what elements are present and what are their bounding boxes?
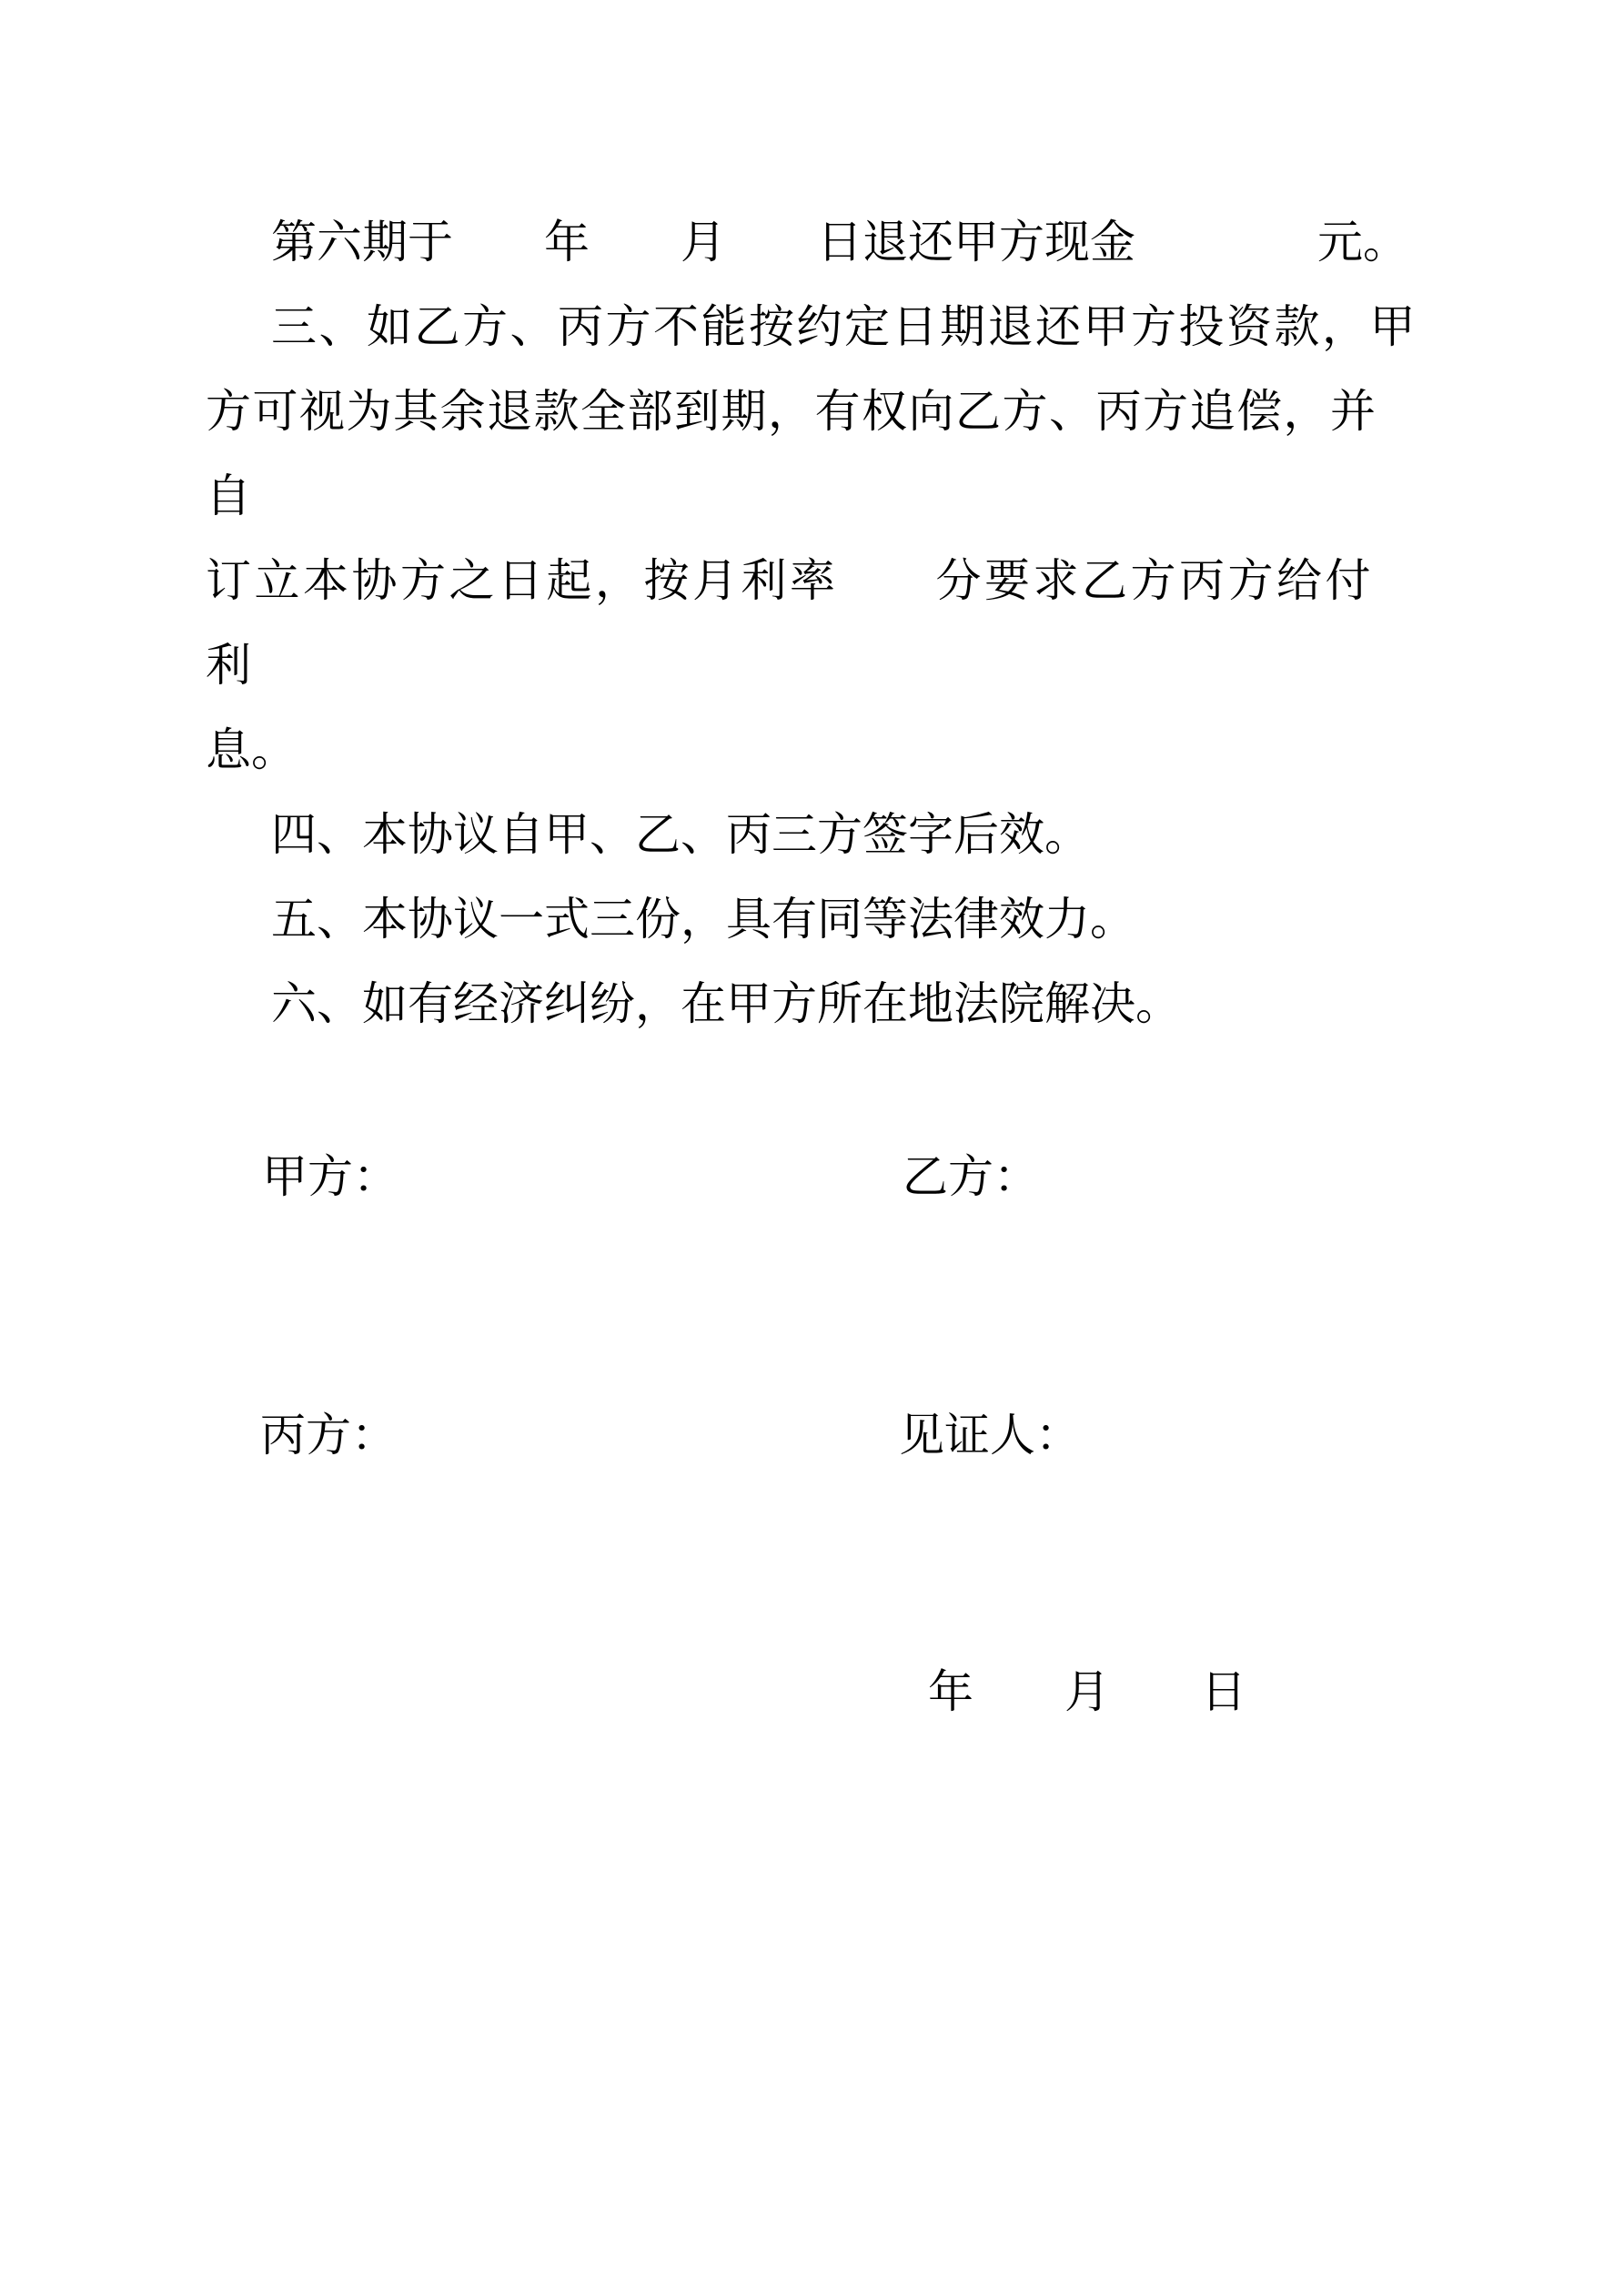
body-line-clause-3-part-4: 息。 <box>206 724 297 775</box>
witness-signature-label: 见证人： <box>899 1410 1081 1461</box>
body-line-installment-6: 第六期于 年 月 日退还甲方现金 元。 <box>271 217 1408 268</box>
party-b-signature-label: 乙方： <box>903 1151 1039 1202</box>
body-line-clause-3-part-2: 方可视为其余退款全部到期，有权向乙方、丙方追偿，并自 <box>206 386 1377 521</box>
date-line: 年 月 日 <box>928 1666 1246 1717</box>
party-c-signature-label: 丙方： <box>260 1410 397 1461</box>
body-line-clause-6: 六、如有经济纠纷，在甲方所在地法院解决。 <box>271 978 1181 1029</box>
party-a-signature-label: 甲方： <box>262 1151 398 1202</box>
body-line-clause-4: 四、本协议自甲、乙、丙三方签字后效。 <box>271 809 1090 860</box>
body-line-clause-5: 五、本协议一式三份，具有同等法律效力。 <box>271 894 1135 945</box>
body-line-clause-3-part-1: 三、如乙方、丙方不能按约定日期退还甲方投资款，甲 <box>271 301 1417 352</box>
contract-body <box>206 200 1419 1047</box>
body-line-clause-3-part-3: 订立本协方之日起，按月利率 分要求乙方丙方给付利 <box>206 555 1374 691</box>
